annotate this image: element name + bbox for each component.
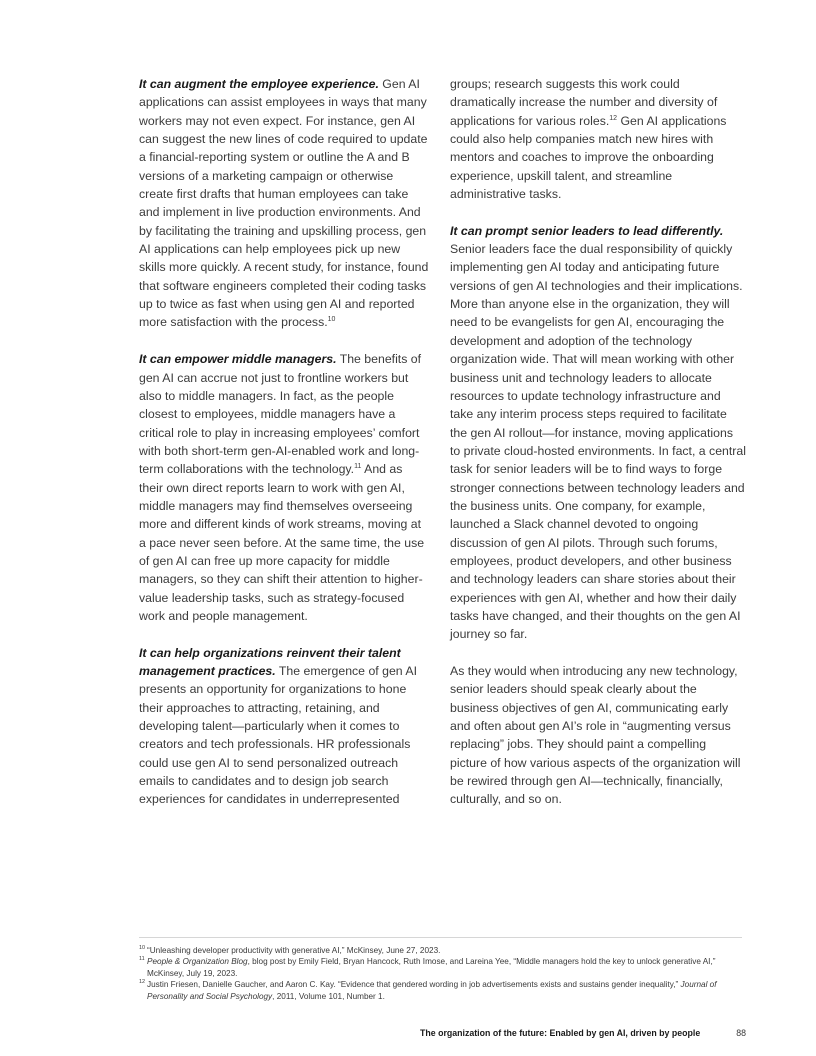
paragraph-talent-continued: [450, 75, 746, 203]
paragraph-lead: It can empower middle managers.: [139, 352, 337, 367]
paragraph-body: The benefits of gen AI can accrue not just to frontline workers but also to middle managers. In fact, as the people closest to employees, middle managers have a critical role to play in increasing employees’ comfort with both short-term gen-AI-enabled work and long-term collaborations with the technology.: [139, 352, 422, 477]
footnote-ref-11[interactable]: 11: [354, 463, 362, 471]
footnote-ref-12[interactable]: 12: [609, 114, 618, 122]
footnote-italic: Journal of Personality and Social Psychology: [147, 980, 717, 1001]
paragraph-communication: [450, 662, 746, 809]
footnote-italic: People & Organization Blog: [147, 957, 248, 967]
paragraph-lead: It can help organizations reinvent their talent management practices.: [139, 645, 401, 678]
footer-title: The organization of the future: Enabled by gen AI, driven by people: [420, 1028, 701, 1038]
paragraph-middle-managers: [139, 350, 429, 625]
paragraph-body-cont: Gen AI applications could also help companies match new hires with mentors and coaches to improve the onboarding experience, upskill talent, and streamline administrative tasks.: [450, 113, 727, 202]
paragraph-senior-leaders: [450, 222, 746, 644]
footnote-number: 12: [139, 979, 146, 986]
footnote-text-cont: , 2011, Volume 101, Number 1.: [272, 991, 385, 1001]
paragraph-body: As they would when introducing any new technology, senior leaders should speak clearly about the business objectives of gen AI, communicating early and often about gen AI’s role in “augmenting versus replacing” jobs. They should paint a compelling picture of how various aspects of the organization will be rewired through gen AI—technically, financially, culturally, and so on.: [450, 664, 741, 807]
footnote-10: [139, 945, 749, 956]
paragraph-employee-experience: [139, 75, 429, 332]
left-column: [139, 75, 429, 827]
page-number: 88: [736, 1028, 746, 1038]
footnote-text: Justin Friesen, Danielle Gaucher, and Aaron C. Kay. “Evidence that gendered wording in job advertisements exists and sustains gender inequality,”: [147, 980, 681, 990]
footnote-ref-10[interactable]: 10: [327, 316, 336, 324]
footnote-11: [139, 956, 749, 979]
paragraph-body: The emergence of gen AI presents an opportunity for organizations to hone their approaches to attracting, retaining, and developing talent—particularly when it comes to creators and tech professionals. HR professionals could use gen AI to send personalized outreach emails to candidates and to design job search experiences for candidates in underrepresented: [139, 664, 417, 807]
paragraph-lead: It can prompt senior leaders to lead differently.: [450, 223, 724, 238]
paragraph-lead: It can augment the employee experience.: [139, 77, 379, 91]
footnote-text: “Unleashing developer productivity with generative AI,” McKinsey, June 27, 2023.: [147, 946, 441, 955]
paragraph-talent-management: [139, 644, 429, 809]
footnote-number: 10: [139, 945, 146, 951]
paragraph-body: Gen AI applications can assist employees in ways that many workers may not even expect. For instance, gen AI can suggest the new lines of code required to update a financial-reporting system or outline the A and B versions of a marketing campaign or otherwise create first drafts that human employees can take and implement in live production environments. And by facilitating the training and upskilling process, gen AI applications can help employees pick up new skills more quickly. A recent study, for instance, found that software engineers completed their coding tasks up to twice as fast when using gen AI and reported more satisfaction with the process.: [139, 77, 429, 330]
right-column: [450, 75, 746, 827]
paragraph-body-cont: And as their own direct reports learn to work with gen AI, middle managers may find themselves overseeing more and different kinds of work streams, moving at a pace never seen before. At the same time, the use of gen AI can free up more capacity for middle managers, so they can shift their attention to higher-value leadership tasks, such as strategy-focused work and people management.: [139, 462, 425, 623]
footnotes: [139, 945, 749, 1002]
footnote-number: 11: [139, 956, 145, 963]
footnote-12: [139, 979, 749, 1002]
footnote-divider: [139, 937, 742, 938]
paragraph-body: groups; research suggests this work could dramatically increase the number and diversity of applications for various roles.: [450, 77, 718, 128]
footnote-text: , blog post by Emily Field, Bryan Hancock, Ruth Imose, and Lareina Yee, “Middle managers hold the key to unlock generative AI,” McKinsey, July 19, 2023.: [147, 957, 716, 978]
paragraph-body: Senior leaders face the dual responsibility of quickly implementing gen AI today and anticipating future versions of gen AI technologies and their implications. More than anyone else in the organization, they will need to be evangelists for gen AI, encouraging the development and adoption of the technology organization wide. That will mean working with other business unit and technology leaders to allocate resources to update technology infrastructure and take any interim process steps required to facilitate the gen AI rollout—for instance, moving applications to private cloud-hosted environments. In fact, a central task for senior leaders will be to find ways to forge stronger connections between technology leaders and the business units. One company, for example, launched a Slack channel devoted to ongoing discussion of gen AI pilots. Through such forums, employees, product developers, and other business and technology leaders can share stories about their experiences with gen AI, whether and how their daily tasks have changed, and their thoughts on the gen AI journey so far.: [450, 242, 746, 642]
